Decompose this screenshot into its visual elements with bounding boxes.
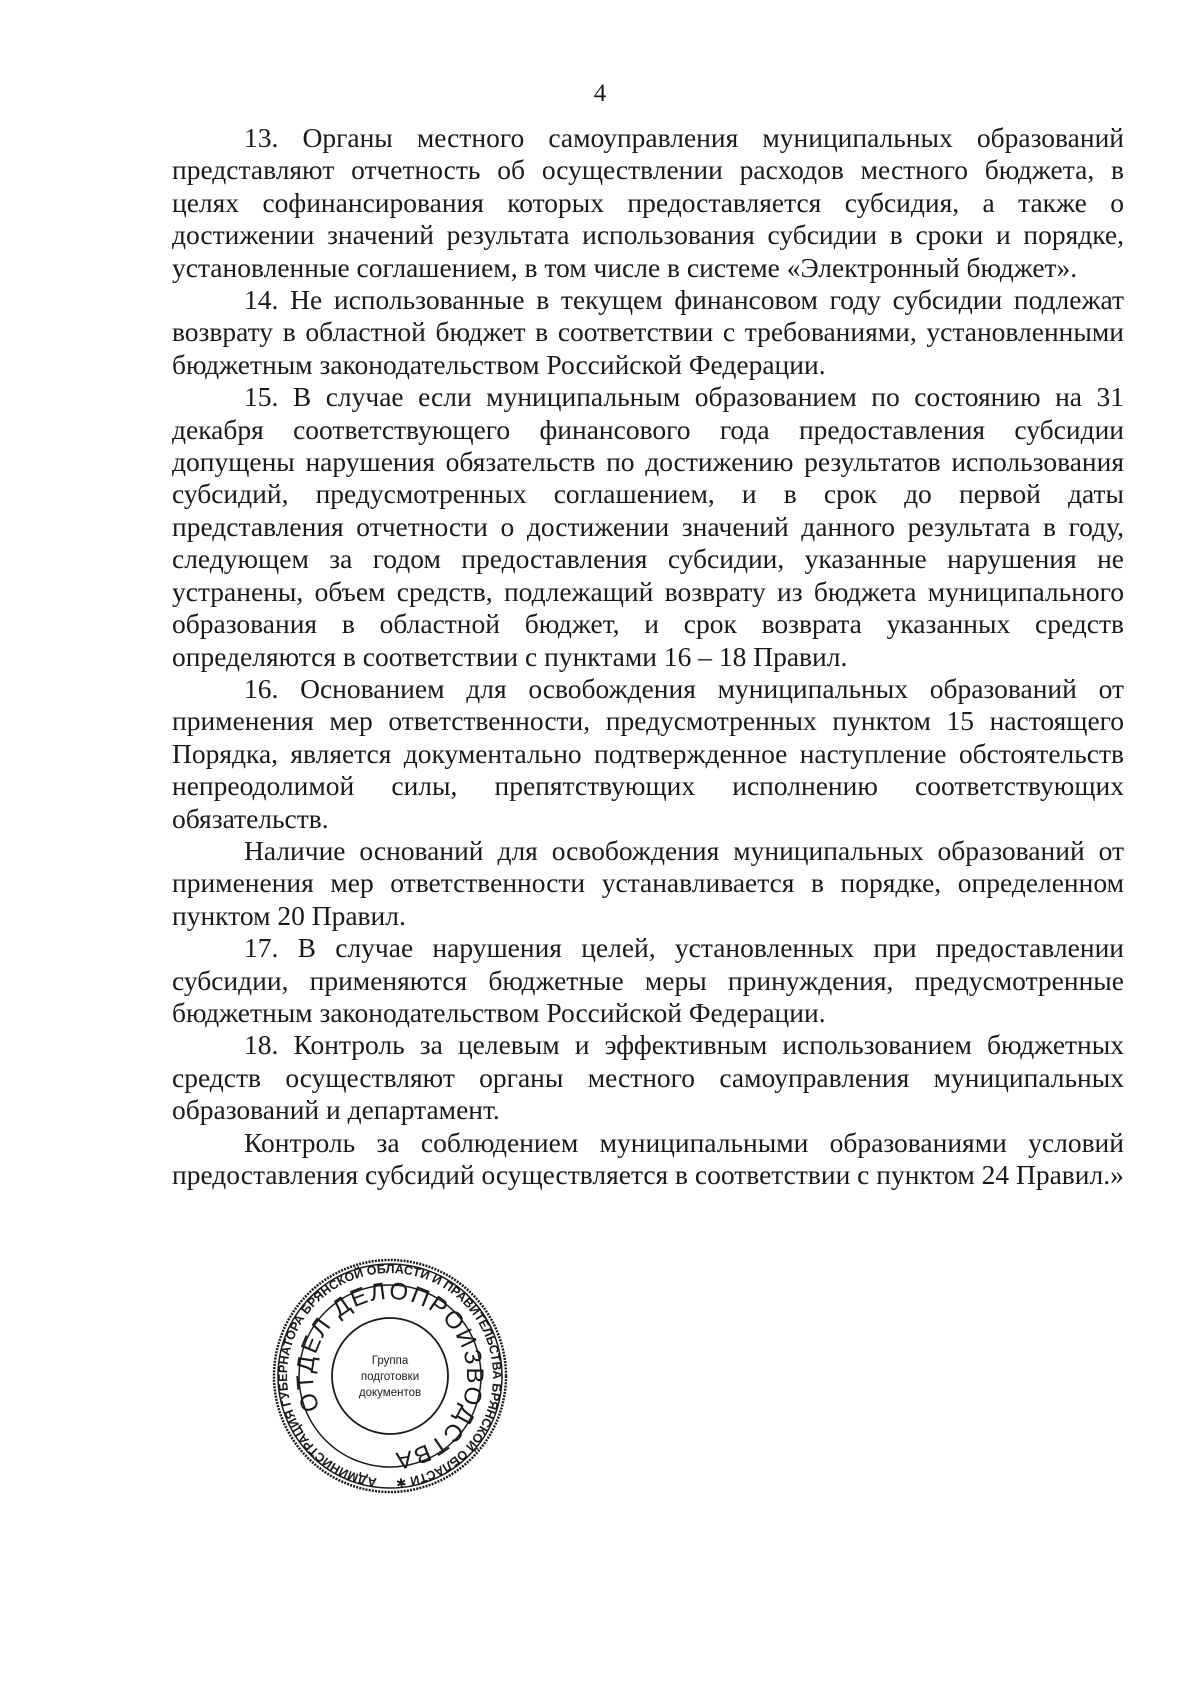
paragraph-17: 17. В случае нарушения целей, установленных при предоставлении субсидии, применяются бюджетные меры принуждения, предусмотренные бюджетным законодательством Российской Федерации. — [172, 932, 1124, 1028]
paragraph-18: 18. Контроль за целевым и эффективным использованием бюджетных средств осуществляют органы местного самоуправления муниципальных образований и департамент. — [172, 1029, 1124, 1126]
stamp-seal — [272, 1258, 508, 1494]
stamp-outer-text: АДМИНИСТРАЦИЯ ГУБЕРНАТОРА БРЯНСКОЙ ОБЛАСТИ И ПРАВИТЕЛЬСТВА БРЯНСКОЙ ОБЛАСТИ ✱ — [275, 1261, 505, 1490]
stamp-middle-text: ОТДЕЛ ДЕЛОПРОИЗВОДСТВА — [291, 1277, 489, 1475]
paragraph-18-continued: Контроль за соблюдением муниципальными образованиями условий предоставления субсидий осуществляется в соответствии с пунктом 24 Правил.» — [172, 1126, 1124, 1190]
paragraph-16: 16. Основанием для освобождения муниципальных образований от применения мер ответственности, предусмотренных пунктом 15 настоящего Порядка, является документально подтвержденное наступление обстоятельств непреодолимой силы, препятствующих исполнению соответствующих обязательств. — [172, 672, 1124, 834]
paragraph-14: 14. Не использованные в текущем финансовом году субсидии подлежат возврату в областной бюджет в соответствии с требованиями, установленными бюджетным законодательством Российской Федерации. — [172, 284, 1124, 380]
paragraph-15: 15. В случае если муниципальным образованием по состоянию на 31 декабря соответствующего финансового года предоставления субсидии допущены нарушения обязательств по достижению результатов использования субсидий, предусмотренных соглашением, и в срок до первой даты представления отчетности о достижении значений данного результата в году, следующем за годом предоставления субсидии, указанные нарушения не устранены, объем средств, подлежащий возврату из бюджета муниципального образования в областной бюджет, и срок возврата указанных средств определяются в соответствии с пунктами 16 – 18 Правил. — [172, 381, 1124, 672]
document-body — [172, 122, 1124, 1191]
official-stamp — [272, 1258, 508, 1494]
stamp-center-line-2: подготовки — [360, 1371, 420, 1383]
paragraph-13: 13. Органы местного самоуправления муниципальных образований представляют отчетность об осуществлении расходов местного бюджета, в целях софинансирования которых предоставляется субсидия, а также о достижении значений результата использования субсидии в сроки и порядке, установленные соглашением, в том числе в системе «Электронный бюджет». — [172, 122, 1124, 283]
page-number: 4 — [593, 80, 607, 107]
stamp-center-line-1: Группа — [371, 1355, 409, 1367]
paragraph-16-continued: Наличие оснований для освобождения муниципальных образований от применения мер ответственности устанавливается в порядке, определенном пунктом 20 Правил. — [172, 834, 1124, 931]
stamp-center-line-3: документов — [358, 1387, 422, 1399]
